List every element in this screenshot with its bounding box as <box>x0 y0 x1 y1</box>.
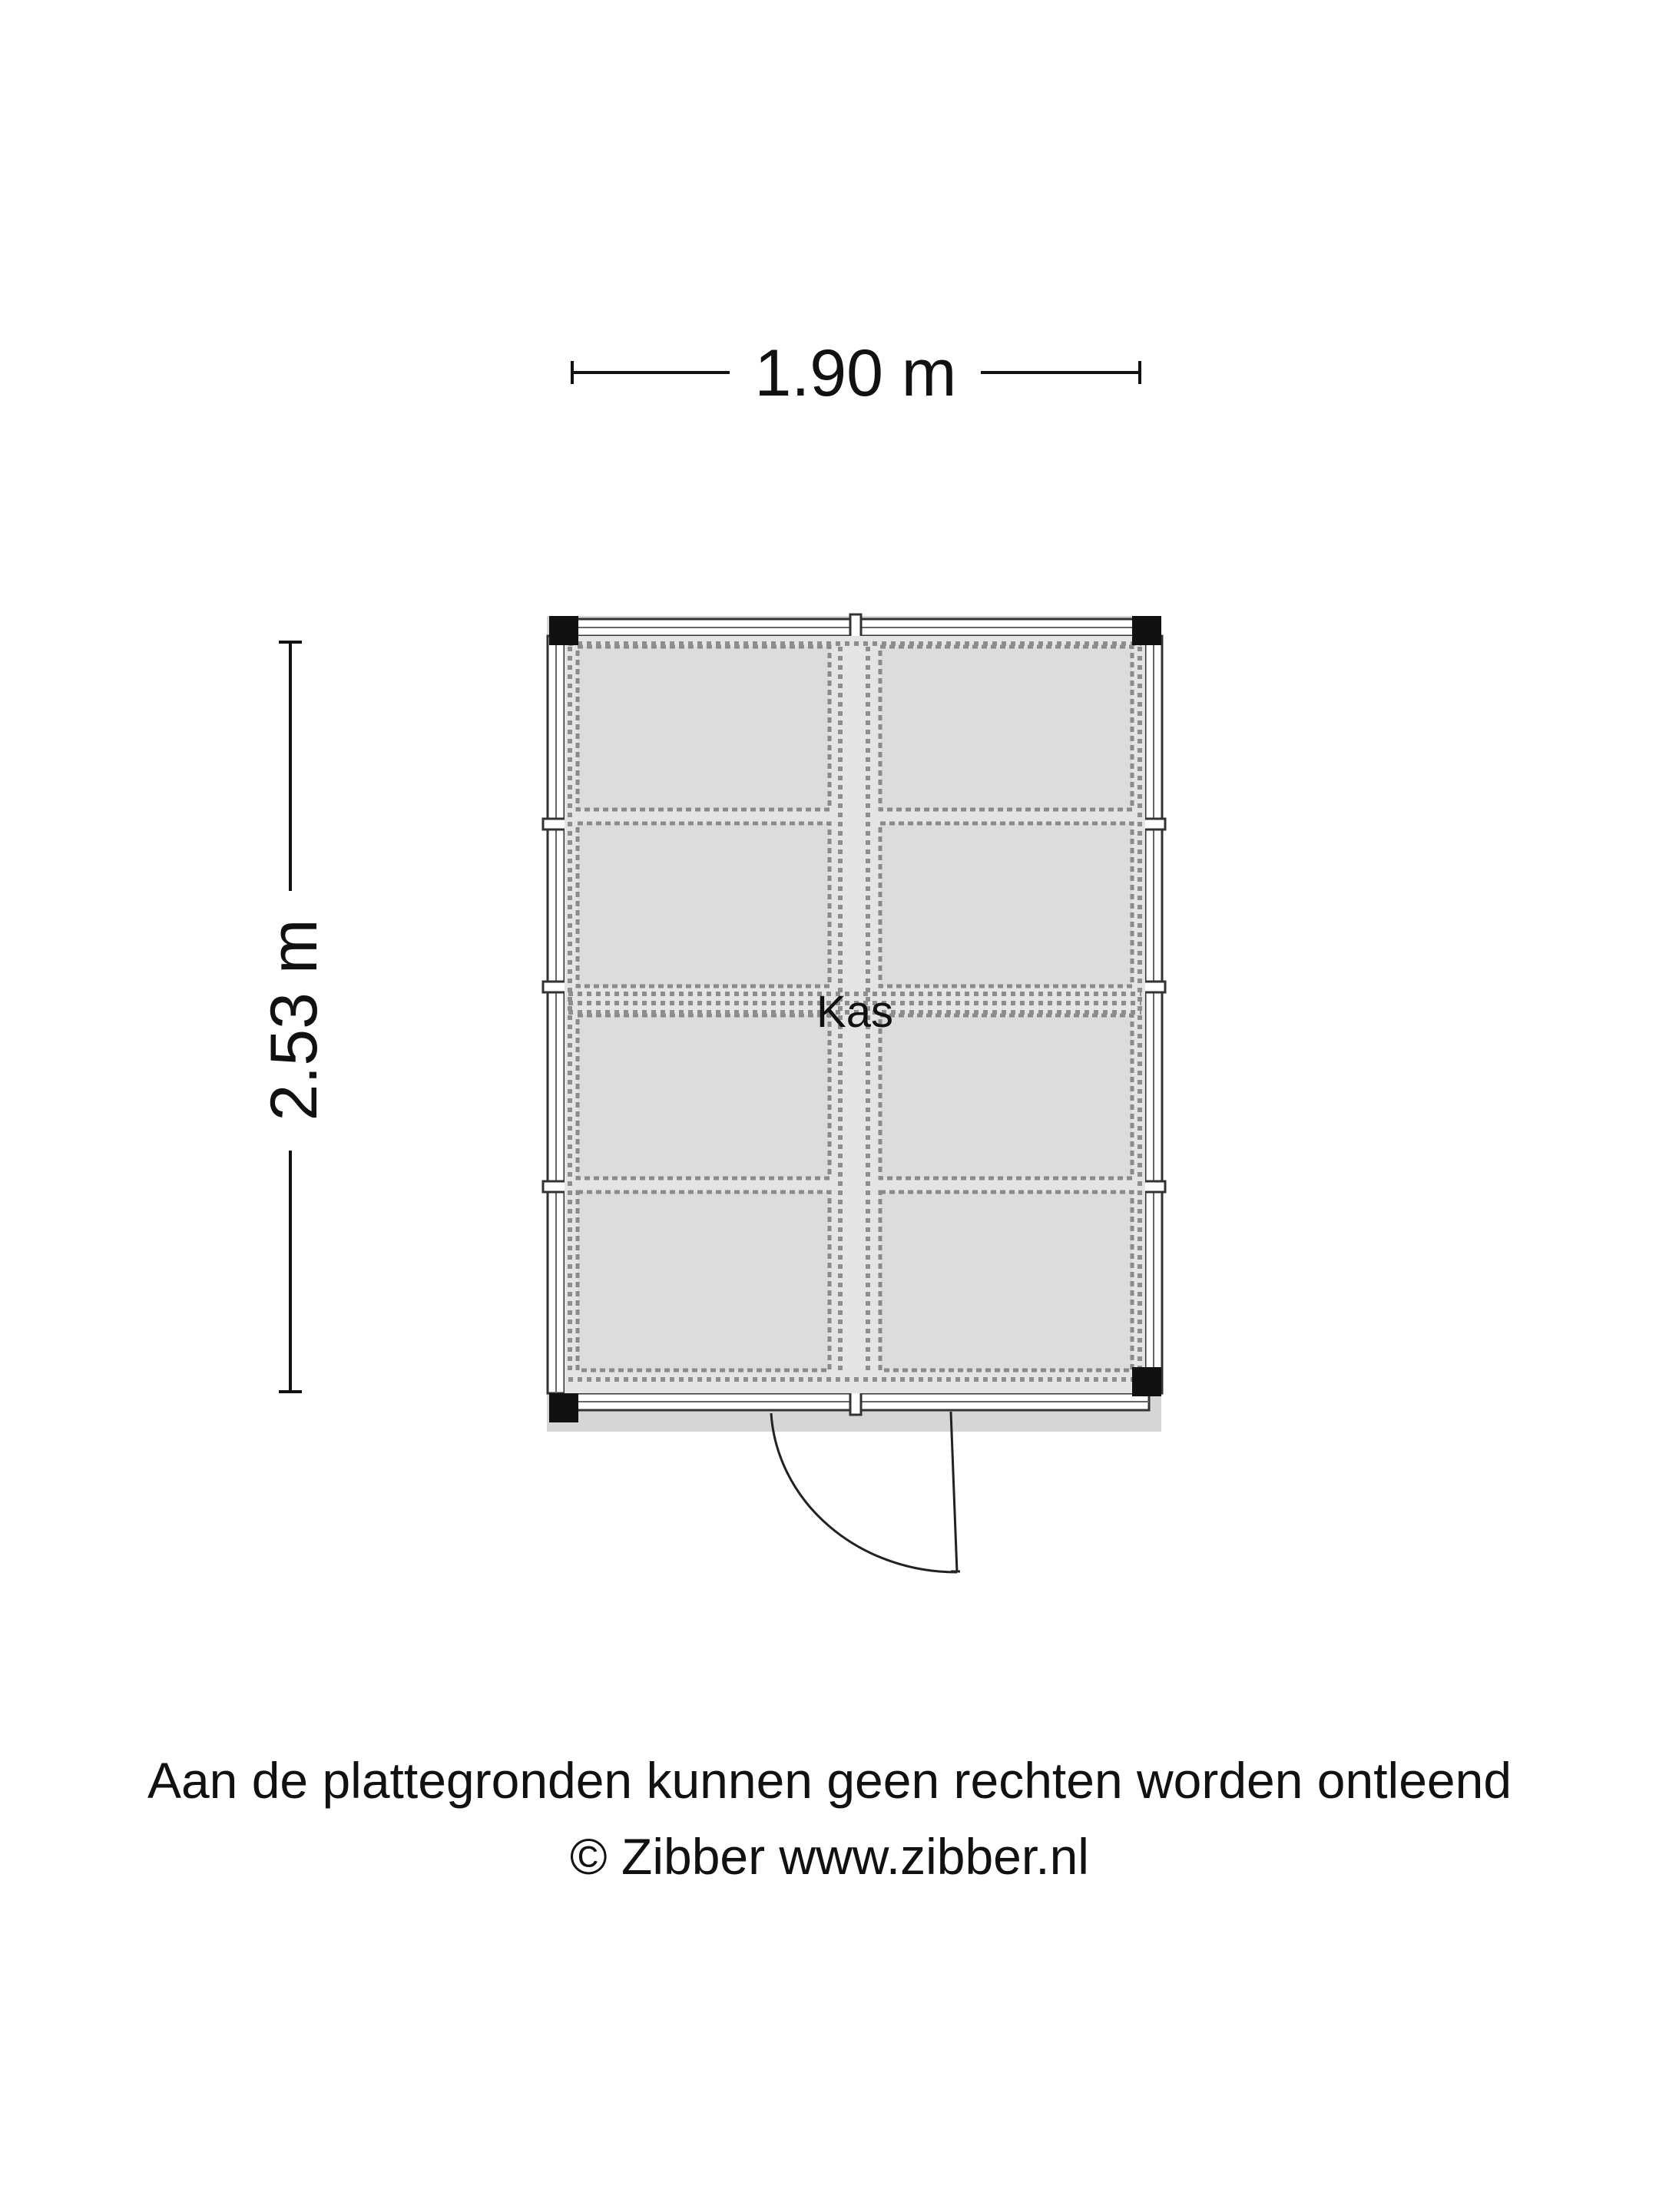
disclaimer-text: Aan de plattegronden kunnen geen rechten worden ontleend <box>147 1752 1512 1809</box>
greenhouse <box>543 614 1165 1572</box>
room-label: Kas <box>816 987 893 1037</box>
height-label: 2.53 m <box>257 919 331 1121</box>
copyright-text: © Zibber www.zibber.nl <box>570 1828 1089 1885</box>
width-label: 1.90 m <box>754 336 957 410</box>
door <box>771 1412 960 1572</box>
